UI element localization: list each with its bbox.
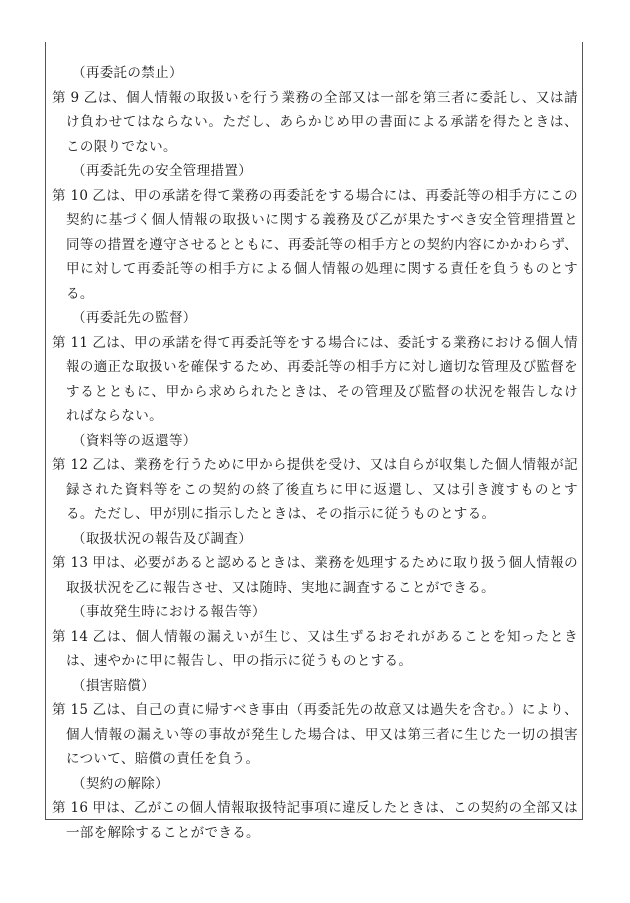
article-12	[52, 453, 578, 527]
article-9	[52, 86, 578, 160]
article-15-heading: （損害賠償）	[72, 677, 156, 694]
article-13-text: 甲は、必要があると認めるときは、業務を処理するために取り扱う個人情報の取扱状況を乙に報告させ、又は随時、実地に調査することができる。	[66, 555, 578, 596]
article-12-heading: （資料等の返還等）	[72, 432, 197, 449]
article-16	[52, 796, 578, 845]
article-11-number: 第 11	[52, 334, 89, 351]
article-15	[52, 698, 578, 772]
article-14-heading: （事故発生時における報告等）	[72, 604, 266, 620]
article-16-text: 甲は、乙がこの個人情報取扱特記事項に違反したときは、この契約の全部又は一部を解除することができる。	[66, 800, 578, 841]
article-14-text: 乙は、個人情報の漏えいが生じ、又は生ずるおそれがあることを知ったときは、速やかに甲に報告し、甲の指示に従うものとする。	[66, 628, 578, 669]
article-13	[52, 551, 578, 600]
article-11-heading: （再委託先の監督）	[72, 310, 197, 326]
article-12-text: 乙は、業務を行うために甲から提供を受け、又は自らが収集した個人情報が記録された資料等をこの契約の終了後直ちに甲に返還し、又は引き渡すものとする。ただし、甲が別に指示したときは、その指示に従うものとする。	[66, 457, 578, 522]
article-14	[52, 625, 578, 674]
article-15-text: 乙は、自己の責に帰すべき事由（再委託先の故意又は過失を含む。）により、個人情報の漏えい等の事故が発生した場合は、甲又は第三者に生じた一切の損害について、賠償の責任を負う。	[66, 702, 578, 767]
article-9-number: 第 9	[52, 89, 80, 106]
article-13-number: 第 13	[52, 555, 89, 571]
article-9-heading: （再委託の禁止）	[72, 65, 183, 81]
document-body	[52, 61, 578, 845]
article-11-text: 乙は、甲の承諾を得て再委託等をする場合には、委託する業務における個人情報の適正な取扱いを確保するため、再委託等の相手方に対し適切な管理及び監督をするとともに、甲から求められたときは、その管理及び監督の状況を報告しなければならない。	[66, 334, 578, 424]
article-16-heading: （契約の解除）	[72, 775, 169, 792]
article-11	[52, 331, 578, 429]
article-15-number: 第 15	[52, 702, 89, 718]
article-12-number: 第 12	[52, 457, 89, 473]
article-10-text: 乙は、甲の承諾を得て業務の再委託をする場合には、再委託等の相手方にこの契約に基づく個人情報の取扱いに関する義務及び乙が果たすべき安全管理措置と同等の措置を遵守させるとともに、再委託等の相手方との契約内容にかかわらず、甲に対して再委託等の相手方による個人情報の処理に関する責任を負うものとする。	[66, 187, 578, 302]
article-9-text: 乙は、個人情報の取扱いを行う業務の全部又は一部を第三者に委託し、又は請け負わせてはならない。ただし、あらかじめ甲の書面による承諾を得たときは、この限りでない。	[66, 89, 578, 155]
article-14-number: 第 14	[52, 628, 89, 645]
article-10-heading: （再委託先の安全管理措置）	[72, 163, 253, 179]
article-16-number: 第 16	[52, 800, 89, 816]
article-10-number: 第 10	[52, 187, 89, 204]
article-10	[52, 184, 578, 307]
article-13-heading: （取扱状況の報告及び調査）	[72, 530, 253, 547]
